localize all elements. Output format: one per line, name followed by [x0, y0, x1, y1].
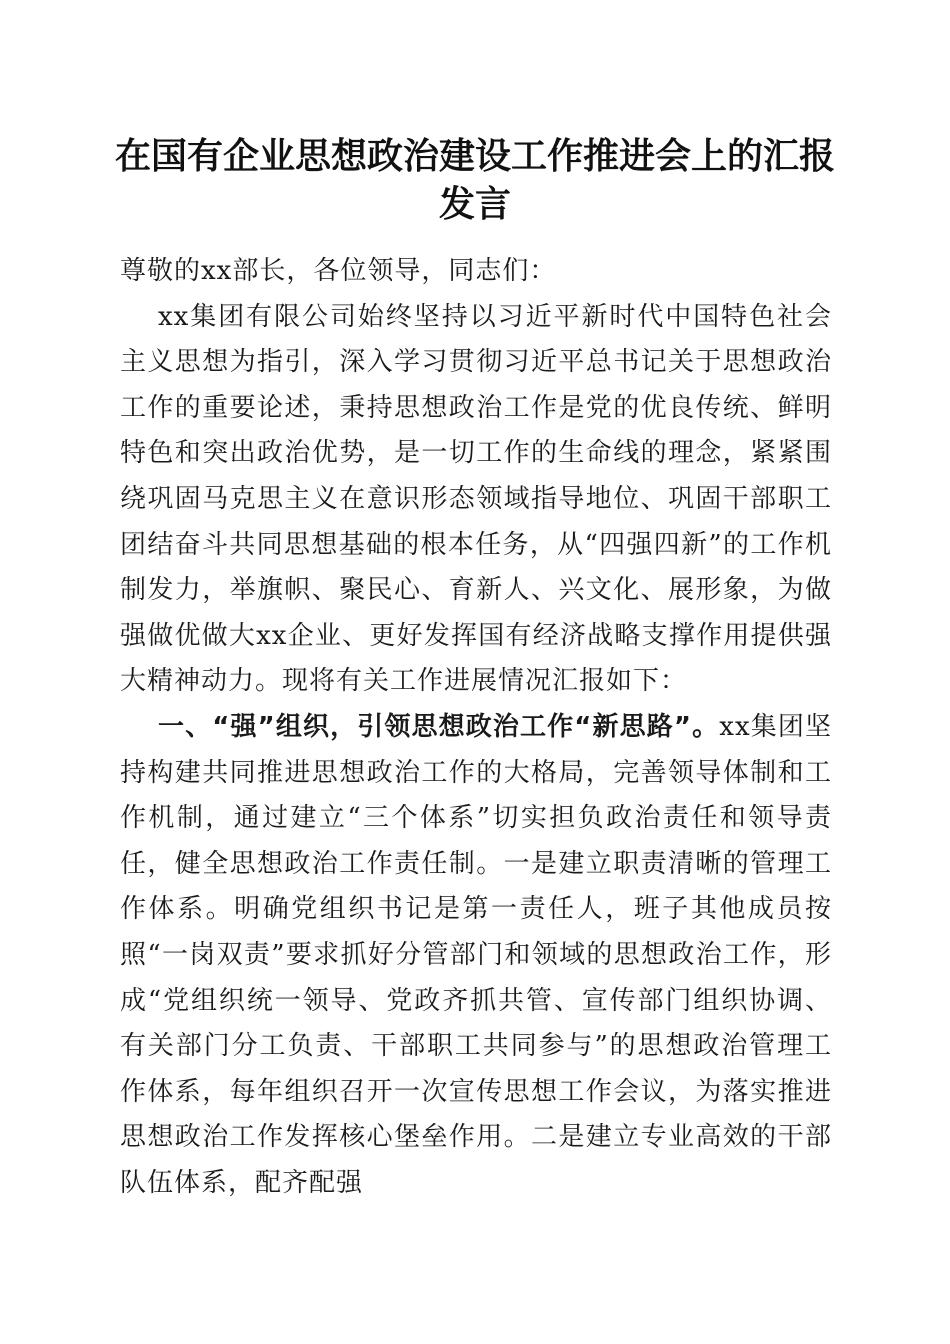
section-1-paragraph: [120, 705, 832, 1207]
section-1-heading: 一、“强”组织，引领思想政治工作“新思路”。: [158, 711, 720, 742]
document-title: [100, 132, 850, 228]
title-line-2: 发言: [438, 183, 511, 225]
section-1-text: xx集团坚持构建共同推进思想政治工作的大格局，完善领导体制和工作机制，通过建立“三个体系”切实担负政治责任和领导责任，健全思想政治工作责任制。一是建立职责清晰的管理工作体系。明确党组织书记是第一责任人，班子其他成员按照“一岗双责”要求抓好分管部门和领域的思想政治工作，形成“党组织统一领导、党政齐抓共管、宣传部门组织协调、有关部门分工负责、干部职工共同参与”的思想政治管理工作体系，每年组织召开一次宣传思想工作会议，为落实推进思想政治工作发挥核心堡垒作用。二是建立专业高效的干部队伍体系，配齐配强: [120, 711, 833, 1198]
salutation: 尊敬的xx部长，各位领导，同志们：: [120, 256, 557, 286]
title-line-1: 在国有企业思想政治建设工作推进会上的汇报: [114, 135, 835, 177]
intro-paragraph: xx集团有限公司始终坚持以习近平新时代中国特色社会主义思想为指引，深入学习贯彻习近平总书记关于思想政治工作的重要论述，秉持思想政治工作是党的优良传统、鲜明特色和突出政治优势，是一切工作的生命线的理念，紧紧围绕巩固马克思主义在意识形态领域指导地位、巩固干部职工团结奋斗共同思想基础的根本任务，从“四强四新”的工作机制发力，举旗帜、聚民心、育新人、兴文化、展形象，为做强做优做大xx企业、更好发挥国有经济战略支撑作用提供强大精神动力。现将有关工作进展情况汇报如下：: [120, 301, 832, 697]
document-body: [120, 249, 832, 1206]
